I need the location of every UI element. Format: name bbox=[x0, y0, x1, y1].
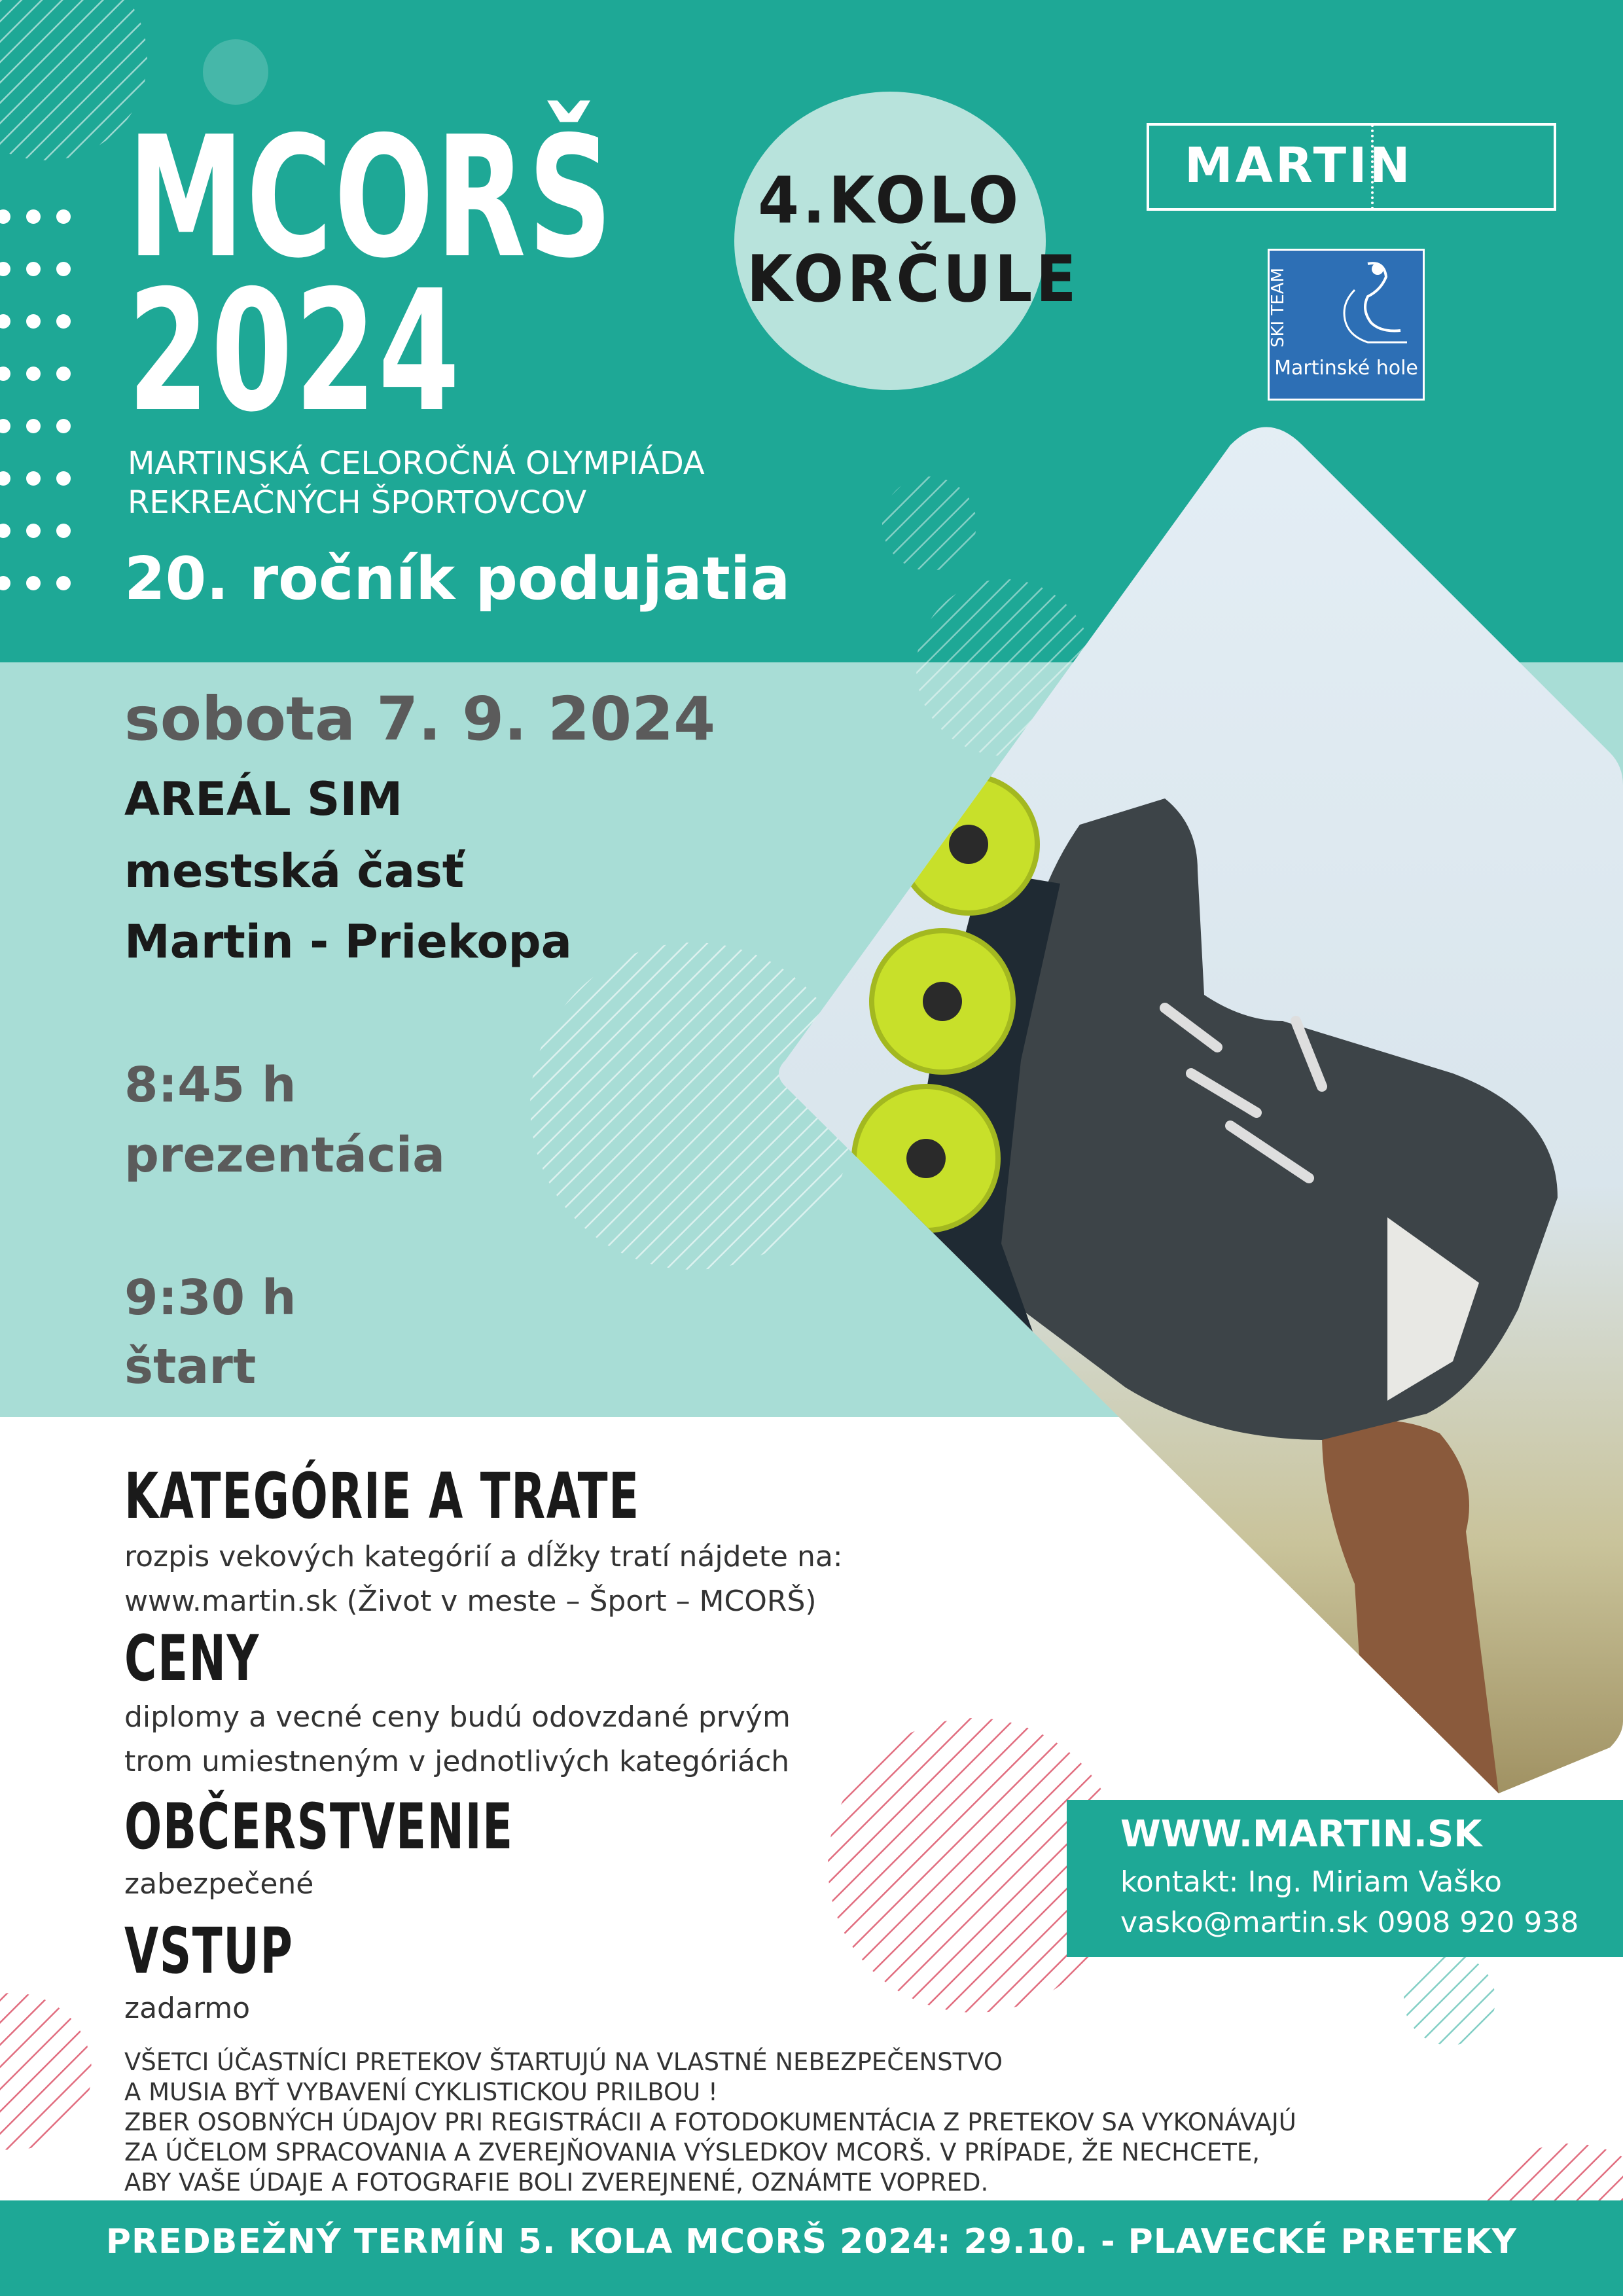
title-mcors: MCORŠ bbox=[128, 101, 615, 295]
footer-next-round: PREDBEŽNÝ TERMÍN 5. KOLA MCORŠ 2024: 29.10. - PLAVECKÉ PRETEKY bbox=[105, 2222, 1518, 2261]
subtitle-line1: MARTINSKÁ CELOROČNÁ OLYMPIÁDA bbox=[128, 445, 705, 482]
start-label: štart bbox=[124, 1338, 257, 1395]
event-date: sobota 7. 9. 2024 bbox=[124, 684, 716, 754]
ski-team-label: Martinské hole bbox=[1274, 357, 1418, 380]
presentation-time: 8:45 h bbox=[124, 1057, 296, 1113]
section-heading-prizes: CENY bbox=[124, 1622, 260, 1695]
ski-team-vertical-text: SKI TEAM bbox=[1268, 268, 1288, 348]
presentation-label: prezentácia bbox=[124, 1127, 446, 1183]
skate-photo bbox=[753, 393, 1623, 1833]
venue-city: Martin - Priekopa bbox=[124, 915, 572, 969]
hatch-circle-topleft bbox=[0, 0, 147, 160]
section-text-refreshments: zabezpečené bbox=[124, 1867, 314, 1901]
contact-website[interactable]: WWW.MARTIN.SK bbox=[1120, 1813, 1482, 1856]
faded-circle bbox=[203, 39, 268, 105]
round-discipline: KORČULE bbox=[747, 242, 1080, 317]
hatch-circle-small bbox=[882, 476, 976, 571]
section-heading-categories: KATEGÓRIE A TRATE bbox=[124, 1460, 640, 1533]
hatch-circle-red-left bbox=[0, 1993, 92, 2150]
section-heading-entry: VSTUP bbox=[124, 1914, 294, 1988]
disclaimer-text: VŠETCI ÚČASTNÍCI PRETEKOV ŠTARTUJÚ NA VLASTNÉ NEBEZPEČENSTVO A MUSIA BYŤ VYBAVENÍ CYKLISTICKOU PRILBOU ! ZBER OSOBNÝCH ÚDAJOV PRI REGISTRÁCII A FOTODOKUMENTÁCIA Z PRETEKOV SA VYKONÁVAJÚ ZA ÚČELOM SPRACOVANIA A ZVEREJŇOVANIA VÝSLEDKOV MCORŠ. V PRÍPADE, ŽE NECHCETE, ABY VAŠE ÚDAJE A FOTOGRAFIE BOLI ZVEREJNENÉ, OZNÁMTE VOPRED. bbox=[124, 2048, 1296, 2197]
start-time: 9:30 h bbox=[124, 1270, 296, 1326]
section-text-categories: rozpis vekových kategórií a dĺžky tratí nájdete na: www.martin.sk (Život v meste – Šport – MCORŠ) bbox=[124, 1540, 843, 1618]
round-number: 4.KOLO bbox=[758, 164, 1022, 238]
contact-person: kontakt: Ing. Miriam Vaško bbox=[1120, 1865, 1502, 1899]
subtitle-line2: REKREAČNÝCH ŠPORTOVCOV bbox=[128, 484, 587, 521]
martin-logo-text: MARTIN bbox=[1185, 137, 1413, 194]
hatch-circle-teal bbox=[1404, 1954, 1495, 2045]
contact-email-phone[interactable]: vasko@martin.sk 0908 920 938 bbox=[1120, 1906, 1579, 1939]
round-badge bbox=[734, 92, 1080, 390]
section-heading-refreshments: OBČERSTVENIE bbox=[124, 1790, 514, 1863]
venue-name: AREÁL SIM bbox=[124, 772, 403, 826]
section-text-prizes: diplomy a vecné ceny budú odovzdané prvým trom umiestneným v jednotlivých kategóriách bbox=[124, 1700, 791, 1778]
edition-label: 20. ročník podujatia bbox=[124, 545, 791, 613]
venue-district: mestská časť bbox=[124, 844, 465, 898]
martin-logo-divider bbox=[1371, 124, 1374, 209]
section-text-entry: zadarmo bbox=[124, 1992, 251, 2025]
title-year: 2024 bbox=[128, 255, 462, 449]
